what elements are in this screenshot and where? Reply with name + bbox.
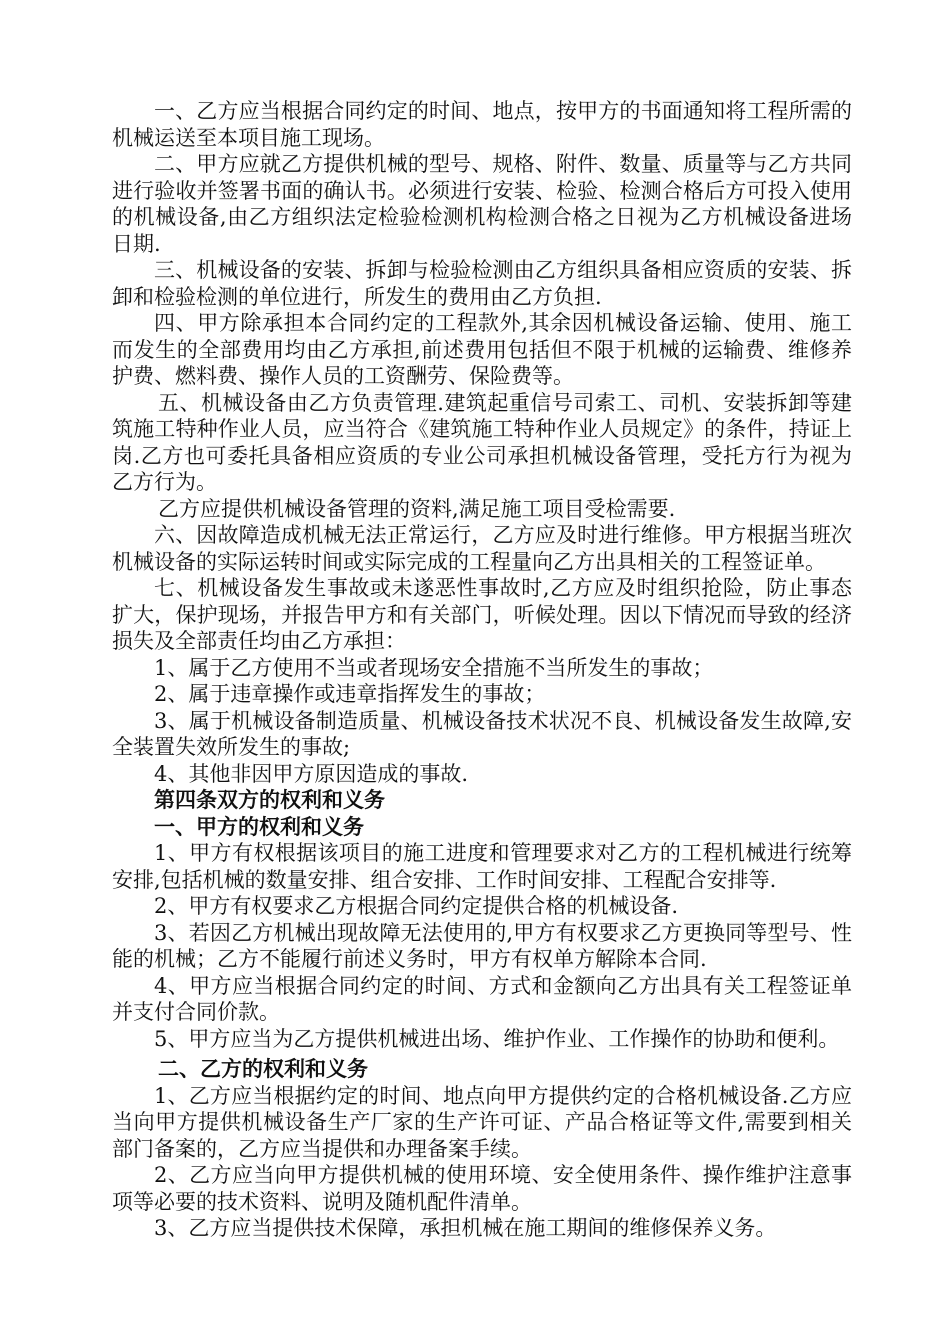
list-item: 1、属于乙方使用不当或者现场安全措施不当所发生的事故；	[154, 655, 714, 680]
list-item: 3、乙方应当提供技术保障，承担机械在施工期间的维修保养义务。	[154, 1216, 777, 1240]
list-item: 4、其他非因甲方原因造成的事故.	[154, 761, 469, 786]
list-item: 3、若因乙方机械出现故障无法使用的,甲方有权要求乙方更换同等型号、性能的机械；乙方不能履行前述义务时，甲方有权单方解除本合同.	[112, 920, 852, 971]
list-item: 2、属于违章操作或违章指挥发生的事故；	[154, 682, 546, 706]
list-item: 3、属于机械设备制造质量、机械设备技术状况不良、机械设备发生故障,安全装置失效所发生的事故;	[112, 708, 852, 759]
paragraph: 二、甲方应就乙方提供机械的型号、规格、附件、数量、质量等与乙方共同进行验收并签署书面的确认书。必须进行安装、检验、检测合格后方可投入使用的机械设备,由乙方组织法定检验检测机构检测合格之日视为乙方机械设备进场日期.	[112, 152, 852, 256]
paragraph: 三、机械设备的安装、拆卸与检验检测由乙方组织具备相应资质的安装、拆卸和检验检测的单位进行，所发生的费用由乙方负担.	[112, 258, 852, 309]
section-heading: 二、乙方的权利和义务	[158, 1057, 368, 1081]
paragraph: 七、机械设备发生事故或未遂恶性事故时,乙方应及时组织抢险，防止事态扩大，保护现场，并报告甲方和有关部门，听候处理。因以下情况而导致的经济损失及全部责任均由乙方承担：	[112, 576, 852, 653]
paragraph: 乙方应提供机械设备管理的资料,满足施工项目受检需要.	[158, 496, 676, 521]
list-item: 1、甲方有权根据该项目的施工进度和管理要求对乙方的工程机械进行统筹安排,包括机械的数量安排、组合安排、工作时间安排、工程配合安排等.	[112, 841, 852, 892]
article-heading: 第四条双方的权利和义务	[154, 788, 385, 812]
paragraph: 一、乙方应当根据合同约定的时间、地点，按甲方的书面通知将工程所需的机械运送至本项目施工现场。	[112, 99, 852, 150]
section-heading: 一、甲方的权利和义务	[154, 814, 364, 839]
paragraph: 四、甲方除承担本合同约定的工程款外,其余因机械设备运输、使用、施工而发生的全部费用均由乙方承担,前述费用包括但不限于机械的运输费、维修养护费、燃料费、操作人员的工资酬劳、保险费等。	[112, 311, 852, 388]
list-item: 1、乙方应当根据约定的时间、地点向甲方提供约定的合格机械设备.乙方应当向甲方提供机械设备生产厂家的生产许可证、产品合格证等文件,需要到相关部门备案的，乙方应当提供和办理备案手续。	[112, 1083, 852, 1161]
list-item: 4、甲方应当根据合同约定的时间、方式和金额向乙方出具有关工程签证单并支付合同价款。	[112, 973, 852, 1024]
list-item: 5、甲方应当为乙方提供机械进出场、维护作业、工作操作的协助和便利。	[154, 1026, 840, 1051]
document-page	[112, 98, 852, 1242]
list-item: 2、乙方应当向甲方提供机械的使用环境、安全使用条件、操作维护注意事项等必要的技术资料、说明及随机配件清单。	[112, 1163, 852, 1214]
paragraph: 六、因故障造成机械无法正常运行，乙方应及时进行维修。甲方根据当班次机械设备的实际运转时间或实际完成的工程量向乙方出具相关的工程签证单。	[112, 523, 852, 574]
paragraph: 五、机械设备由乙方负责管理.建筑起重信号司索工、司机、安装拆卸等建筑施工特种作业人员，应当符合《建筑施工特种作业人员规定》的条件，持证上岗.乙方也可委托具备相应资质的专业公司承担机械设备管理，受托方行为视为乙方行为。	[112, 390, 852, 494]
list-item: 2、甲方有权要求乙方根据合同约定提供合格的机械设备.	[154, 894, 679, 918]
